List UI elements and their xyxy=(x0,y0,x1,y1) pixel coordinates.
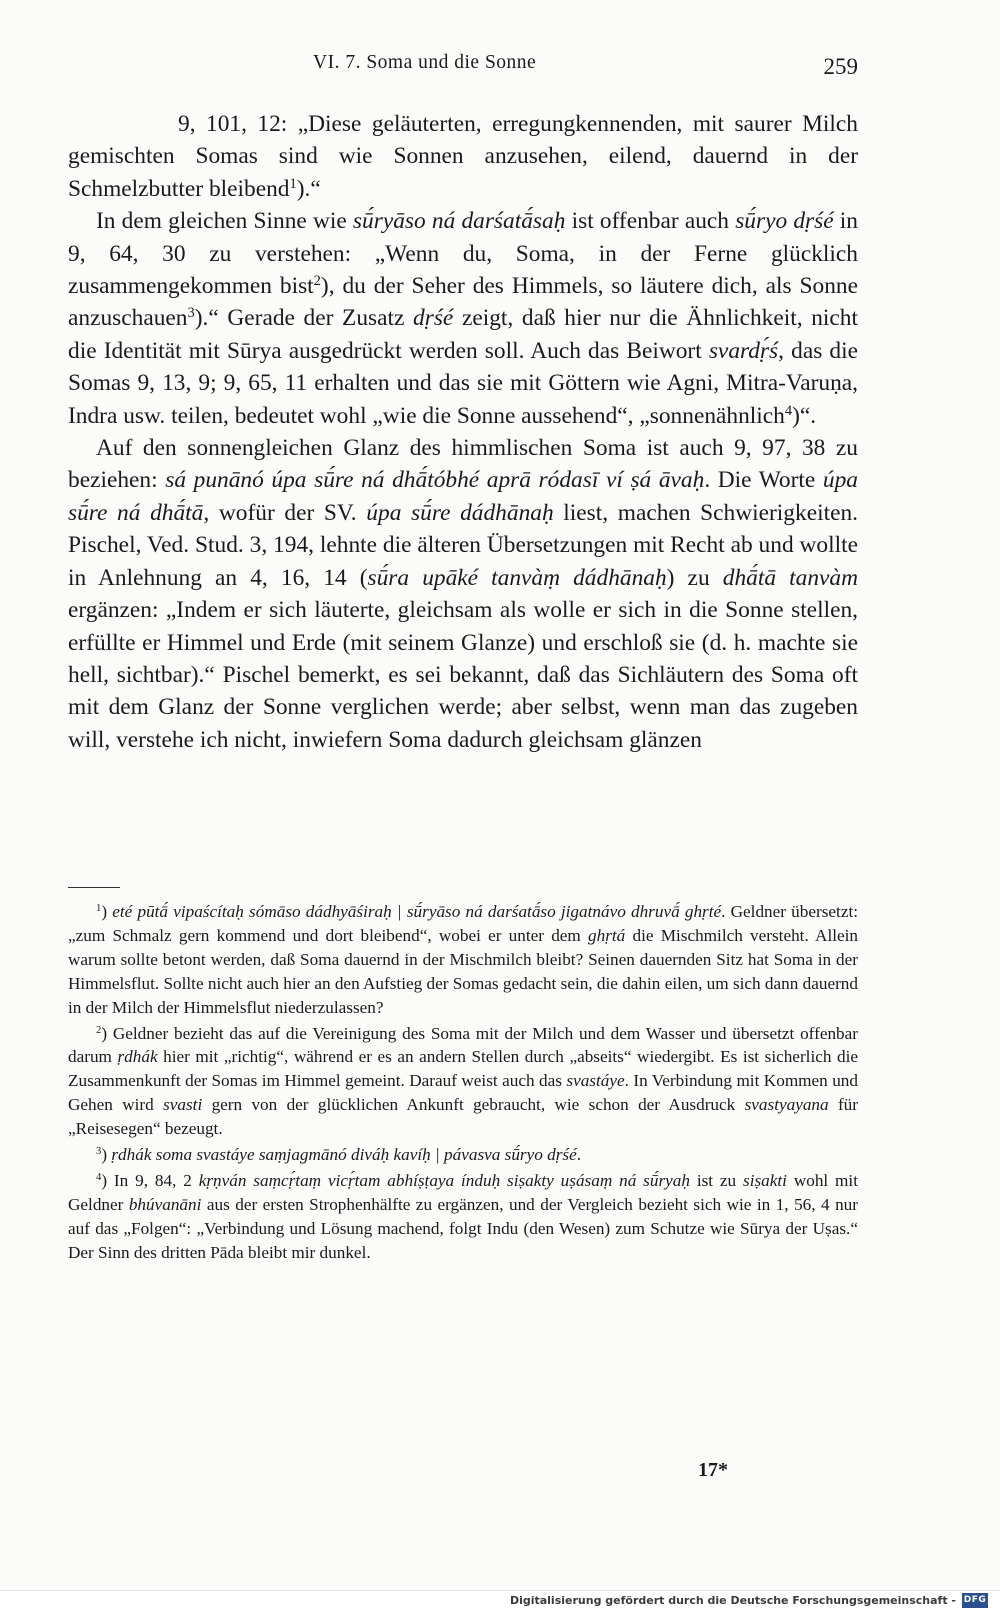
page-number: 259 xyxy=(823,54,858,79)
footer-credit: Digitalisierung gefördert durch die Deutsche Forschungsgemeinschaft - xyxy=(509,1594,956,1607)
footnote-ref-2[interactable]: 2 xyxy=(313,273,321,290)
paragraph-2: In dem gleichen Sinne wie sū́ryāso ná darśatā́saḥ ist offenbar auch sū́ryo dṛśé in 9, 64, 30 zu verstehen: „Wenn du, Soma, in der Ferne glücklich zusammengekommen bist$^2$), du der Seher des Himmels, so läutere dich, als Sonne anzuschauen$^3$).“ Gerade der Zusatz dṛśé zeigt, daß hier nur die Ähnlichkeit, nicht die Identität mit Sūrya ausgedrückt werden soll. Auch das Beiwort svardṛ́ś, das die Somas 9, 13, 9; 9, 65, 11 erhalten und das sie mit Göttern wie Agni, Mitra-Varuṇa, Indra usw. teilen, bedeutet wohl „wie die Sonne aussehend“, „sonnenähnlich$^4$)“. xyxy=(68,208,858,429)
paragraph-1: 9, 101, 12: „Diese geläuterten, erregungkennenden, mit saurer Milch gemischten Somas sind wie Sonnen anzusehen, eilend, dauernd in der Schmelzbutter bleibend$^1$).“ xyxy=(68,111,858,202)
footnotes xyxy=(68,900,858,1265)
footnote-ref-1[interactable]: 1 xyxy=(289,175,297,192)
footnote-3: $^3$) ṛdhák soma svastáye saṃjagmānó diváḥ kavíḥ | pávasva sū́ryo dṛśé. xyxy=(96,1145,582,1165)
digitization-footer xyxy=(0,1590,1000,1612)
footnote-2: $^2$) Geldner bezieht das auf die Vereinigung des Soma mit der Milch und dem Wasser und übersetzt offenbar darum ṛdhák hier mit „richtig“, während er es an andern Stellen durch „abseits“ wiedergibt. Es ist sicherlich die Zusammenkunft der Somas im Himmel gemeint. Darauf weist auch das svastáye. In Verbindung mit Kommen und Gehen wird svasti gern von der glücklichen Ankunft gebraucht, wie schon der Ausdruck svastyayana für „Reisesegen“ bezeugt. xyxy=(68,1023,858,1139)
footnote-divider xyxy=(68,887,120,888)
running-head: VI. 7. Soma und die Sonne xyxy=(313,52,537,73)
page-header xyxy=(68,50,858,84)
footnote-ref-3[interactable]: 3 xyxy=(187,305,195,322)
main-text xyxy=(68,108,858,756)
paragraph-3: Auf den sonnengleichen Glanz des himmlischen Soma ist auch 9, 97, 38 zu beziehen: sá punānó úpa sū́re ná dhā́tóbhé aprā ródasī ví ṣá āvaḥ. Die Worte úpa sū́re ná dhā́tā, wofür der SV. úpa sū́re dádhānaḥ liest, machen Schwierigkeiten. Pischel, Ved. Stud. 3, 194, lehnte die älteren Übersetzungen mit Recht ab und wollte in Anlehnung an 4, 16, 14 (sū́ra upāké tanvàṃ dádhānaḥ) zu dhā́tā tanvàm ergänzen: „Indem er sich läuterte, gleichsam als wolle er sich in die Sonne stellen, erfüllte er Himmel und Erde (mit seinem Glanze) und erschloß sie (d. h. machte sie hell, sichtbar).“ Pischel bemerkt, es sei bekannt, daß das Sichläutern des Soma oft mit dem Glanz der Sonne verglichen werde; aber selbst, wenn man das zugeben will, verstehe ich nicht, inwiefern Soma dadurch gleichsam glänzen xyxy=(68,435,858,753)
footnote-4: $^4$) In 9, 84, 2 kṛṇván saṃcṛ́taṃ vicṛ́tam abhíṣṭaya índuḥ siṣakty uṣásaṃ ná sū́ryaḥ ist zu siṣakti wohl mit Geldner bhúvanāni aus der ersten Strophenhälfte zu ergänzen, und der Vergleich bezieht sich wie in 1, 56, 4 nur auf das „Folgen“: „Verbindung und Lösung machend, folgt Indu (den Wesen) zum Schutze wie Sūrya der Uṣas.“ Der Sinn des dritten Pāda bleibt mir dunkel. xyxy=(68,1170,858,1262)
sheet-signature: 17* xyxy=(698,1459,728,1481)
footnote-1: $^1$) eté pūtā́ vipaścítaḥ sómāso dádhyāśiraḥ | sū́ryāso ná darśatā́so jigatnávo dhruvā́ ghṛté. Geldner übersetzt: „zum Schmalz gern kommend und dort bleibend“, wobei er unter dem ghṛtá die Mischmilch versteht. Allein warum sollte betont werden, daß Soma dauernd in der Mischmilch bleibt? Seinen dauernden Sitz hat Soma in der Himmelsflut. Sollte nicht auch hier an den Aufstieg der Somas gedacht sein, die dahin eilen, um sich dann dauernd in der Milch der Himmelsflut niederzulassen? xyxy=(68,902,858,1017)
dfg-logo-icon[interactable]: DFG xyxy=(962,1593,988,1608)
footnote-ref-4[interactable]: 4 xyxy=(784,402,793,419)
